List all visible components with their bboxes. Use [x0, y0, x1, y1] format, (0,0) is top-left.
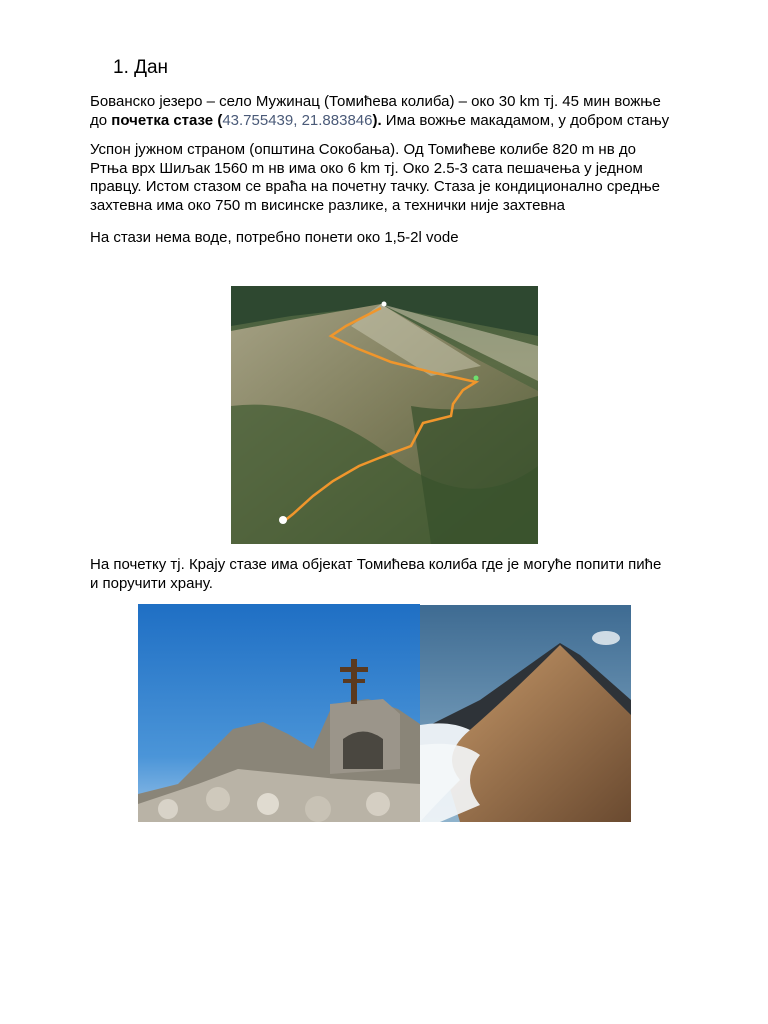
- coordinate-lon[interactable]: 21.883846: [301, 111, 373, 129]
- hut-note: [90, 556, 690, 593]
- intro-line-1: Бованско језеро – село Мужинац (Томићева колиба) – око 30 km тј. 45 мин вожње: [90, 93, 661, 110]
- route-line: Ртња врх Шиљак 1560 m нв има око 6 km тј. Око 2.5-3 сата пешачења у једном: [90, 159, 643, 177]
- start-marker-icon: [279, 516, 287, 524]
- summit-cross-photo: [138, 604, 420, 822]
- road-note: Има вожње макадамом, у добром стању: [381, 111, 670, 129]
- peak-marker-icon: [382, 302, 387, 307]
- intro-paragraph: [90, 93, 690, 130]
- coordinate-lat[interactable]: 43.755439: [222, 111, 294, 129]
- water-note: На стази нема воде, потребно понети око 1,5-2l vode: [90, 229, 459, 246]
- route-map-image: [231, 286, 538, 544]
- route-line: правцу. Истом стазом се враћа на почетну тачку. Стаза је кондиционално средње: [90, 178, 660, 195]
- waypoint-marker-icon: [474, 376, 479, 381]
- trail-start-label: почетка стазе (: [111, 111, 223, 129]
- hut-line: На почетку тј. Крају стазе има објекат Томићева колиба где је могуће попити пиће: [90, 556, 662, 573]
- peak-clouds-photo: [420, 605, 631, 822]
- route-description: [90, 141, 690, 215]
- intro-line-2-prefix: до: [90, 111, 112, 129]
- day-heading: 1. Дан: [113, 57, 169, 78]
- hut-line: и поручити храну.: [90, 574, 213, 592]
- trail-start-label-end: ).: [372, 111, 382, 129]
- route-line: захтевна има око 750 m висинске разлике, а технички није захтевна: [90, 196, 566, 214]
- route-line: Успон јужном страном (општина Сокобања). Од Томићеве колибе 820 m нв до: [90, 141, 636, 158]
- coordinate-separator: ,: [293, 111, 302, 129]
